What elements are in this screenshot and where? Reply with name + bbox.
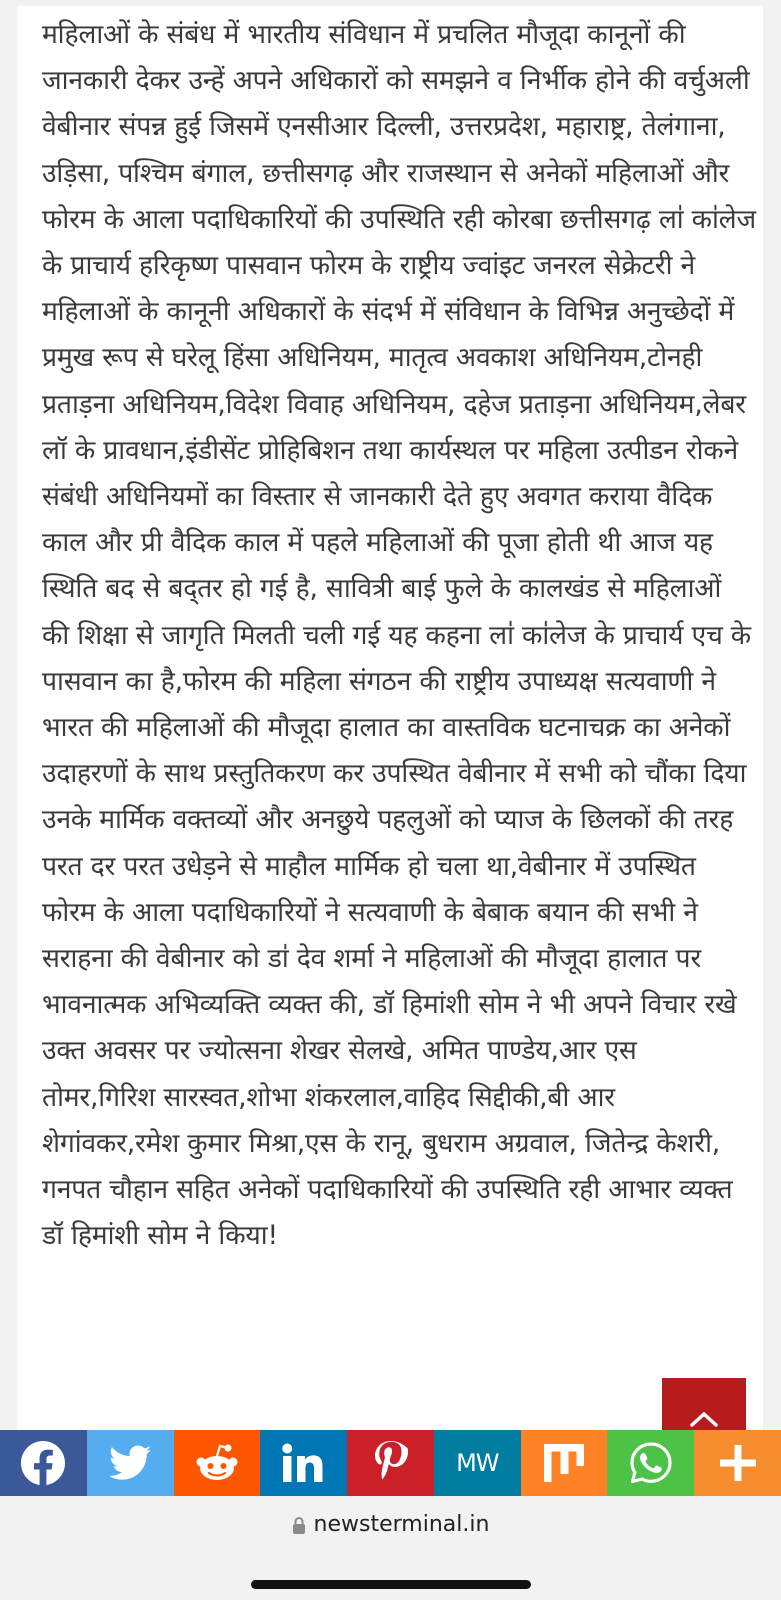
- article-body: महिलाओं के संबंध में भारतीय संविधान में प्रचलित मौजूदा कानूनों की जानकारी देकर उन्हें अपने अधिकारों को समझने व निर्भीक होने की वर्चुअली वेबीनार संपन्न हुई जिसमें एनसीआर दिल्ली, उत्तरप्रदेश, महाराष्ट्र, तेलंगाना, उड़िसा, पश्चिम बंगाल, छत्तीसगढ़ और राजस्थान से अनेकों महिलाओं और फोरम के आला पदाधिकारियों की उपस्थिति रही कोरबा छत्तीसगढ़ ला॑ का॑लेज के प्राचार्य हरिकृष्ण पासवान फोरम के राष्ट्रीय ज्वांइट जनरल सेक्रेटरी ने महिलाओं के कानूनी अधिकारों के संदर्भ में संविधान के विभिन्न अनुच्छेदों में प्रमुख रूप से घरेलू हिंसा अधिनियम, मातृत्व अवकाश अधिनियम,टोनही प्रताड़ना अधिनियम,विदेश विवाह अधिनियम, दहेज प्रताड़ना अधिनियम,लेबर लॉ के प्रावधान,इंडीसेंट प्रोहिबिशन तथा कार्यस्थल पर महिला उत्पीडन रोकने संबंधी अधिनियमों का विस्तार से जानकारी देते हुए अवगत कराया वैदिक काल और प्री वैदिक काल में पहले महिलाओं की पूजा होती थी आज यह स्थिति बद से बद्तर हो गई है, सावित्री बाई फुले के कालखंड से महिलाओं की शिक्षा से जागृति मिलती चली गई यह कहना ला॑ का॑लेज के प्राचार्य एच के पासवान का है,फोरम की महिला संगठन की राष्ट्रीय उपाध्यक्ष सत्यवाणी ने भारत की महिलाओं की मौजूदा हालात का वास्तविक घटनाचक्र का अनेकों उदाहरणों के साथ प्रस्तुतिकरण कर उपस्थित वेबीनार में सभी को चौंका दिया उनके मार्मिक वक्तव्यों और अनछुये पहलुओं को प्याज के छिलकों की तरह परत दर परत उधेड़ने से माहौल मार्मिक हो चला था,वेबीनार में उपस्थित फोरम के आला पदाधिकारियों ने सत्यवाणी के बेबाक बयान की सभी ने सराहना की वेबीनार को डा॑ देव शर्मा ने महिलाओं की मौजूदा हालात पर भावनात्मक अभिव्यक्ति व्यक्त की, डॉ हिमांशी सोम ने भी अपने विचार रखे उक्त अवसर पर ज्योत्सना शेखर सेलखे, अमित पाण्डेय,आर एस तोमर,गिरिश सारस्वत,शोभा शंकरलाल,वाहिद सिद्दीकी,बी आर शेगांवकर,रमेश कुमार मिश्रा,एस के रानू, बुधराम अग्रवाल, जितेन्द्र केशरी, गनपत चौहान सहित अनेकों पदाधिकारियों की उपस्थिति रही आभार व्यक्त डॉ हिमांशी सोम ने किया!: [42, 19, 756, 1252]
- mix-icon: [544, 1444, 584, 1482]
- linkedin-share-button[interactable]: [260, 1430, 347, 1496]
- home-indicator[interactable]: [251, 1580, 531, 1589]
- pinterest-share-button[interactable]: [347, 1430, 434, 1496]
- mix-share-button[interactable]: [521, 1430, 608, 1496]
- chevron-up-icon: [689, 1410, 719, 1428]
- facebook-share-button[interactable]: [0, 1430, 87, 1496]
- mewe-icon: MW: [456, 1449, 499, 1477]
- whatsapp-icon: [629, 1441, 673, 1485]
- reddit-icon: [194, 1443, 240, 1483]
- mewe-share-button[interactable]: [434, 1430, 521, 1496]
- twitter-share-button[interactable]: [87, 1430, 174, 1496]
- browser-address-bar: [0, 1496, 781, 1600]
- linkedin-icon: [282, 1443, 326, 1483]
- lock-icon: [292, 1516, 306, 1534]
- article-content: [17, 6, 763, 1430]
- more-icon: [720, 1445, 756, 1481]
- social-share-bar: [0, 1430, 781, 1496]
- pinterest-icon: [374, 1441, 408, 1485]
- url-text: newsterminal.in: [313, 1512, 490, 1537]
- facebook-icon: [21, 1441, 65, 1485]
- reddit-share-button[interactable]: [174, 1430, 261, 1496]
- url-display[interactable]: [0, 1512, 781, 1537]
- more-share-button[interactable]: [694, 1430, 781, 1496]
- whatsapp-share-button[interactable]: [607, 1430, 694, 1496]
- twitter-icon: [109, 1445, 151, 1481]
